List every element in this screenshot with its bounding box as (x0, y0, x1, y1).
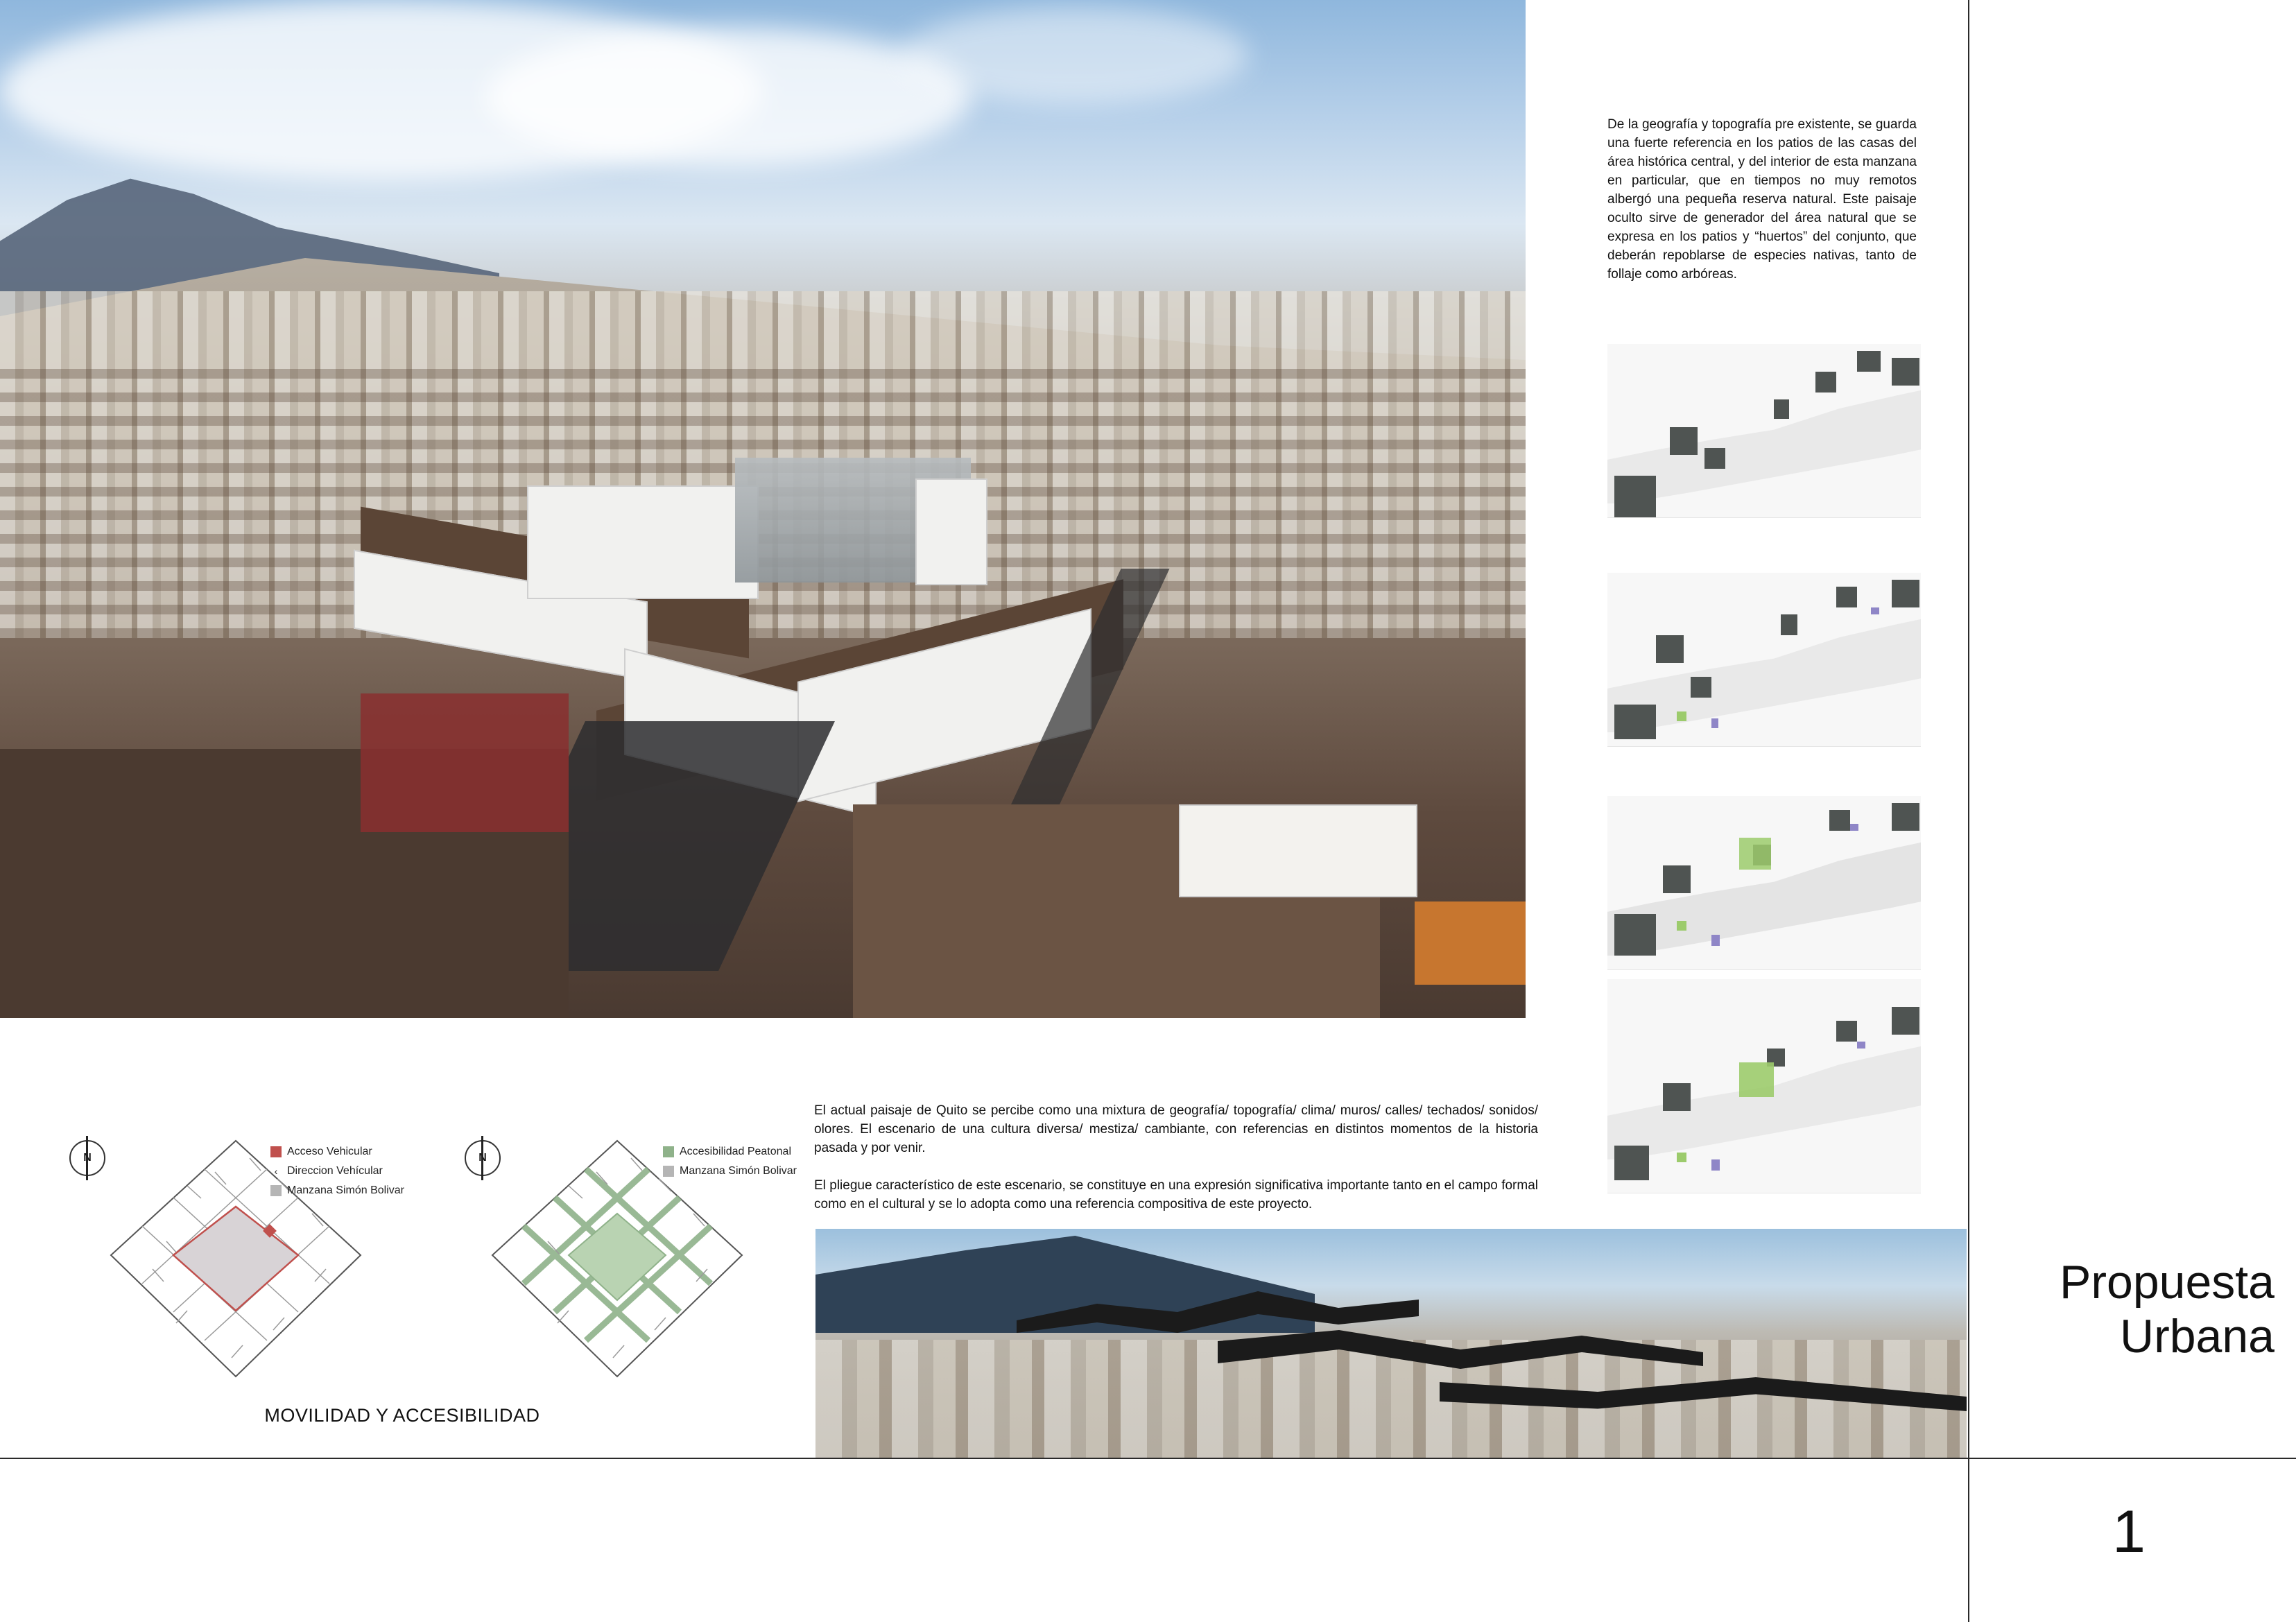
frame-horizontal-line (0, 1458, 2296, 1459)
pedestrian-access-diagram (458, 1130, 818, 1387)
legend-block-left: Manzana Simón Bolivar (270, 1184, 404, 1197)
site-description-paragraph (1607, 115, 1917, 302)
vehicular-access-diagram (62, 1130, 423, 1387)
legend-block-right: Manzana Simón Bolivar (663, 1165, 797, 1177)
landscape-paragraph-2: El pliegue característico de este escenario, se constituye en una expresión significativa importante tanto en el campo formal como en el cultural y se lo adopta como una referencia compositiva de este proyecto. (814, 1178, 1538, 1211)
figure-ground-plan-4 (1607, 979, 1921, 1193)
sheet-title (1983, 1255, 2275, 1363)
page-number: 1 (2112, 1499, 2146, 1565)
sheet-title-line-1: Propuesta (2060, 1256, 2275, 1309)
figure-ground-plan-1 (1607, 344, 1921, 518)
aerial-photo-quito (0, 0, 1526, 1018)
sheet-title-line-2: Urbana (2119, 1310, 2275, 1363)
legend-vehicular-direction: ‹ Direccion Vehícular (270, 1165, 383, 1177)
diagram-caption: MOVILIDAD Y ACCESIBILIDAD (264, 1405, 540, 1426)
frame-vertical-line (1968, 0, 1969, 1622)
landscape-description (814, 1101, 1538, 1232)
figure-ground-plan-3 (1607, 796, 1921, 970)
legend-vehicular-access: Acceso Vehicular (270, 1146, 372, 1158)
legend-pedestrian-access: Accesibilidad Peatonal (663, 1146, 791, 1158)
direction-arrow-icon: ‹ (274, 1166, 278, 1177)
site-description-text: De la geografía y topografía pre existente, se guarda una fuerte referencia en los patios de las casas del área histórica central, y del interior de esta manzana en particular, que en tiempos no muy remotos albergó una pequeña reserva natural. Este paisaje oculto sirve de generador del área natural que se expresa en los patios y “huertos” del conjunto, que deberán repoblarse de especies nativas, tanto de follaje como arbóreas. (1607, 117, 1917, 282)
north-arrow-icon: N (69, 1140, 105, 1176)
landscape-paragraph-1: El actual paisaje de Quito se percibe como una mixtura de geografía/ topografía/ clima/ muros/ calles/ techados/ sonidos/ olores. El escenario de una cultura diversa/ mestiza/ cambiante, con referencias en distintos momentos de la historia pasada y por venir. (814, 1103, 1538, 1155)
panorama-fold-photo (815, 1229, 1967, 1458)
north-arrow-icon: N (465, 1140, 501, 1176)
figure-ground-plan-2 (1607, 573, 1921, 747)
